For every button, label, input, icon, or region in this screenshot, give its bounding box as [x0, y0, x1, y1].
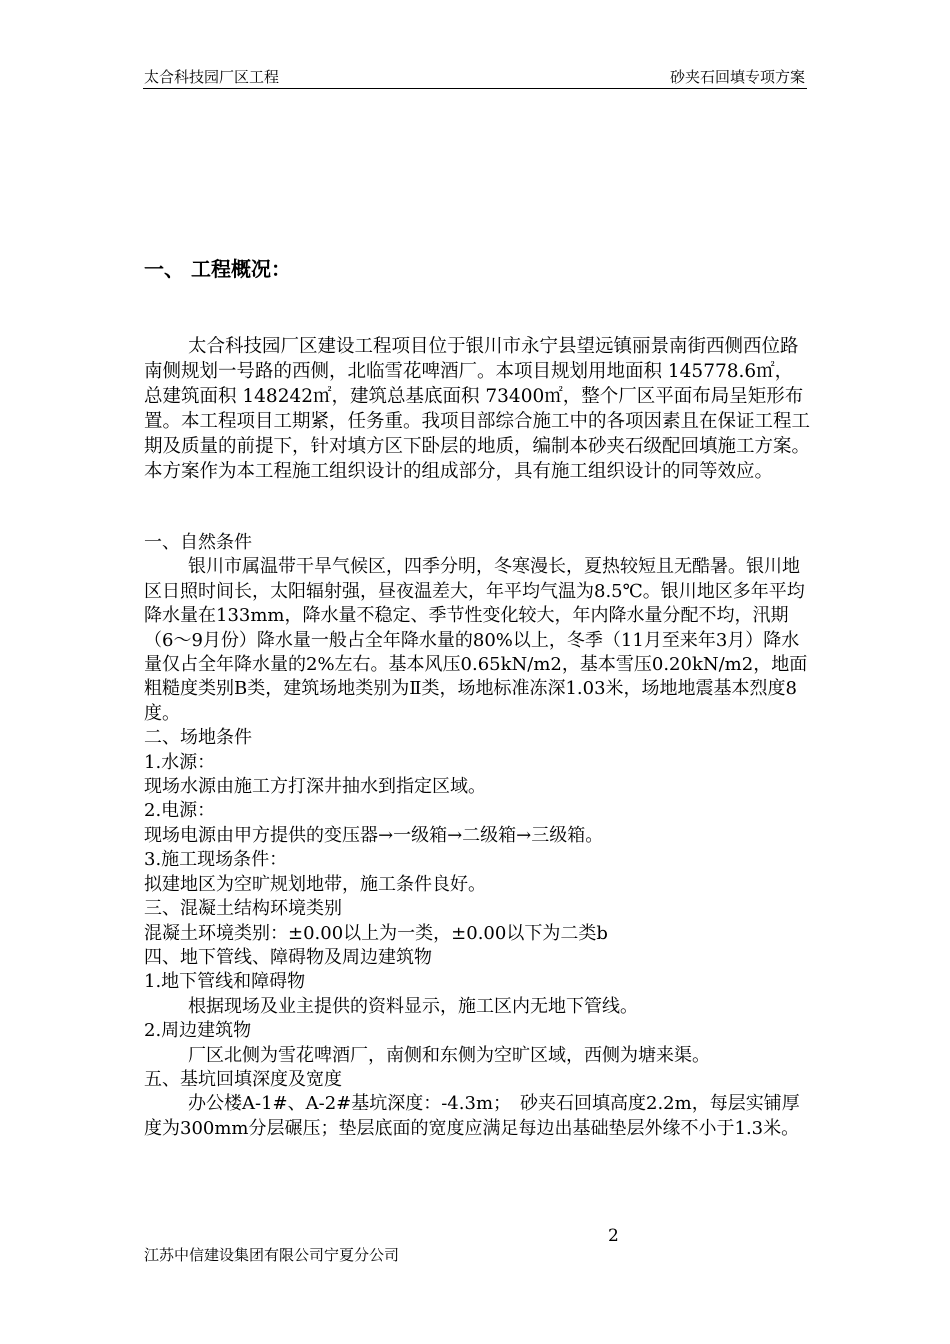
body-paragraph: 五、基坑回填深度及宽度 — [144, 1068, 342, 1090]
body-paragraph: 根据现场及业主提供的资料显示，施工区内无地下管线。 — [188, 995, 638, 1017]
intro-block — [144, 334, 810, 484]
body-paragraph: 厂区北侧为雪花啤酒厂，南侧和东侧为空旷区域，西侧为塘来渠。 — [188, 1044, 710, 1066]
body-paragraph: 四、地下管线、障碍物及周边建筑物 — [144, 946, 432, 968]
body-paragraph: 三、混凝土结构环境类别 — [144, 898, 342, 920]
body-paragraph: 银川市属温带干旱气候区，四季分明，冬寒漫长，夏热较短且无酷暑。银川地区日照时间长，太阳辐射强，昼夜温差大，年平均气温为8.5℃。银川地区多年平均降水量在133mm，降水量不稳定、季节性变化较大，年内降水量分配不均，汛期（6～9月份）降水量一般占全年降水量的80%以上，冬季（11月至来年3月）降水量仅占全年降水量的2%左右。基本风压0.65kN/m2，基本雪压0.20kN/m2，地面粗糙度类别B类，建筑场地类别为Ⅱ类，场地标准冻深1.03米，场地地震基本烈度8度。 — [144, 556, 808, 724]
intro-paragraph: 太合科技园厂区建设工程项目位于银川市永宁县望远镇丽景南街西侧西位路南侧规划一号路的西侧，北临雪花啤酒厂。本项目规划用地面积 145778.6㎡，总建筑面积 148242㎡，建筑总基底面积 73400㎡，整个厂区平面布局呈矩形布置。本工程项目工期紧，任务重。我项目部综合施工中的各项因素且在保证工程工期及质量的前提下，针对填方区下卧层的地质，编制本砂夹石级配回填施工方案。本方案作为本工程施工组织设计的组成部分，具有施工组织设计的同等效应。 — [144, 336, 811, 482]
header-document-name: 砂夹石回填专项方案 — [669, 68, 805, 86]
page-number: 2 — [608, 1226, 619, 1246]
header-project-name: 太合科技园厂区工程 — [144, 68, 280, 86]
body-paragraph: 现场电源由甲方提供的变压器→一级箱→二级箱→三级箱。 — [144, 824, 604, 846]
body-paragraph: 2.周边建筑物 — [144, 1020, 252, 1042]
body-paragraph: 3.施工现场条件： — [144, 849, 288, 871]
body-paragraph: 混凝土环境类别：±0.00以上为一类，±0.00以下为二类b — [144, 922, 608, 944]
section-title: 一、 工程概况： — [144, 257, 291, 281]
footer-company-name: 江苏中信建设集团有限公司宁夏分公司 — [144, 1246, 400, 1264]
document-body — [144, 531, 814, 1141]
body-paragraph: 办公楼A-1#、A-2#基坑深度：-4.3m； 砂夹石回填高度2.2m，每层实铺厚度为300mm分层碾压；垫层底面的宽度应满足每边出基础垫层外缘不小于1.3米。 — [144, 1093, 800, 1139]
body-paragraph: 2.电源： — [144, 800, 216, 822]
header-divider — [143, 88, 807, 89]
body-paragraph: 1.地下管线和障碍物 — [144, 971, 306, 993]
body-paragraph: 二、场地条件 — [144, 727, 252, 749]
body-paragraph: 1.水源： — [144, 751, 216, 773]
body-paragraph: 一、自然条件 — [144, 532, 252, 553]
body-paragraph: 拟建地区为空旷规划地带，施工条件良好。 — [144, 873, 486, 895]
body-paragraph: 现场水源由施工方打深井抽水到指定区域。 — [144, 776, 486, 798]
